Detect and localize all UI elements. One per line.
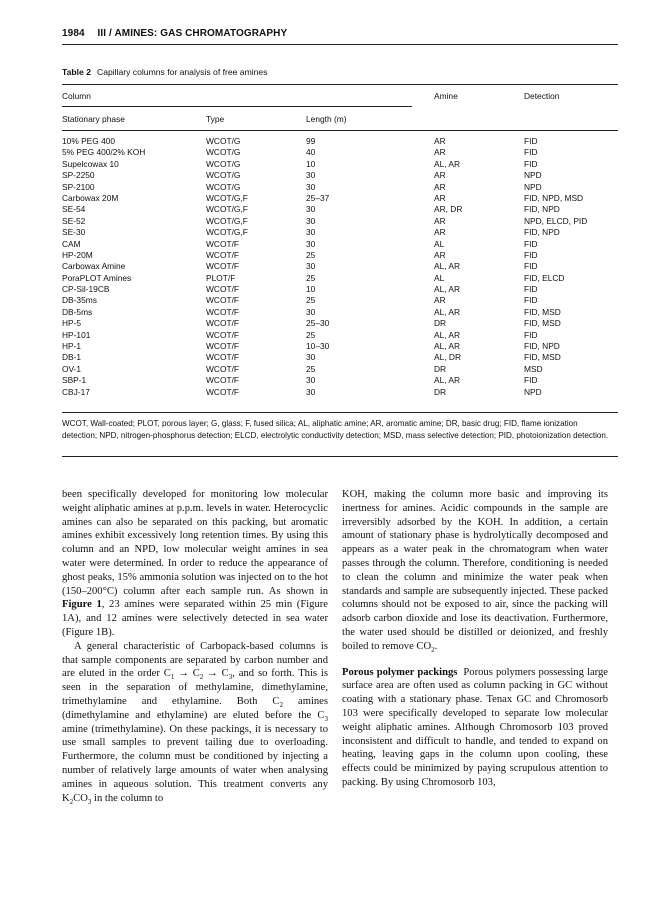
cell-amine: AR (434, 136, 446, 146)
table-row (0, 250, 668, 261)
table-row (0, 204, 668, 215)
cell-detection: NPD, ELCD, PID (524, 215, 588, 226)
table-row (0, 375, 668, 386)
cell-stationary-phase: SE-30 (62, 227, 86, 238)
table-row (0, 261, 668, 272)
header-length: Length (m) (306, 114, 347, 124)
cell-amine: AL, DR (434, 352, 461, 363)
cell-stationary-phase: SP-2100 (62, 181, 95, 192)
cell-type: WCOT/F (206, 306, 240, 317)
cell-detection: FID (524, 329, 538, 340)
figure-reference: Figure 1 (62, 599, 102, 611)
table-row (0, 273, 668, 284)
cell-stationary-phase: DB-5ms (62, 306, 93, 317)
header-stationary-phase: Stationary phase (62, 114, 125, 124)
cell-amine: DR (434, 386, 447, 397)
cell-type: WCOT/F (206, 363, 240, 374)
cell-detection: FID (524, 261, 538, 272)
cell-type: WCOT/G (206, 158, 241, 169)
paragraph: A general characteristic of Carbopack-based columns is that sample components are separated by carbon number and are eluted in the order $C_1 \to C_2 \to C_3$, and so forth. This is seen in the separation of methylamine, dimethylamine, trimethylamine and ethylamine. Both $C_2$ amines (dimethylamine and ethylamine) are eluted before the $C_3$ amine (trimethylamine). On these packings, it is necessary to use small samples to prevent tailing due to overloading. Furthermore, the column must be conditioned by injecting a number of relatively large amounts of water when analysing amines in aqueous solution. This treatment converts any $K_2CO_3$ in the column to (62, 640, 329, 806)
cell-detection: FID, NPD (524, 227, 560, 238)
cell-type: WCOT/G,F (206, 204, 248, 215)
table-row (0, 387, 668, 398)
cell-type: WCOT/F (206, 386, 240, 397)
cell-length: 30 (306, 352, 316, 363)
table-top-rule (62, 84, 618, 85)
cell-length: 25 (306, 295, 316, 306)
table-row (0, 330, 668, 341)
cell-stationary-phase: DB-35ms (62, 295, 97, 306)
cell-length: 30 (306, 238, 316, 249)
cell-length: 25–37 (306, 192, 330, 203)
column-group-header: Column (62, 91, 91, 101)
table-row (0, 318, 668, 329)
table-row (0, 159, 668, 170)
cell-detection: FID (524, 375, 538, 386)
cell-amine: AR (434, 215, 446, 226)
table-body (0, 136, 668, 398)
cell-length: 30 (306, 386, 316, 397)
cell-detection: NPD (524, 386, 542, 397)
table-caption-text: Capillary columns for analysis of free amines (96, 67, 268, 77)
table-row (0, 239, 668, 250)
cell-detection: FID (524, 136, 538, 146)
cell-type: WCOT/F (206, 352, 240, 363)
table-row (0, 295, 668, 306)
cell-detection: FID, MSD (524, 318, 561, 329)
cell-type: WCOT/F (206, 375, 240, 386)
section-heading: Porous polymer packings (342, 666, 458, 678)
page-number: 1984 (62, 28, 85, 39)
table-footnote: WCOT, Wall-coated; PLOT, porous layer; G, glass; F, fused silica; AL, aliphatic amine; AR, aromatic amine; DR, basic drug; FID, flame ionization detection; NPD, nitrogen-phosphorus detection; ELCD, electrolytic conductivity detection; MSD, mass selective detection; PID, photoionization detection. (62, 419, 609, 440)
cell-length: 30 (306, 181, 316, 192)
cell-type: WCOT/F (206, 249, 240, 260)
table-row (0, 216, 668, 227)
cell-type: WCOT/F (206, 318, 240, 329)
table-row (0, 170, 668, 181)
cell-detection: FID (524, 295, 538, 306)
body-right-column (342, 488, 608, 790)
cell-amine: DR (434, 363, 447, 374)
cell-stationary-phase: SE-52 (62, 215, 86, 226)
cell-detection: FID, MSD (524, 352, 561, 363)
cell-length: 30 (306, 204, 316, 215)
cell-detection: FID (524, 158, 538, 169)
table-row (0, 227, 668, 238)
cell-detection: FID (524, 249, 538, 260)
cell-stationary-phase: Carbowax Amine (62, 261, 126, 272)
cell-stationary-phase: CP-Sil-19CB (62, 284, 110, 295)
cell-detection: NPD (524, 170, 542, 181)
cell-amine: AL (434, 238, 445, 249)
table-caption (62, 67, 268, 77)
cell-type: PLOT/F (206, 272, 236, 283)
cell-amine: AR (434, 192, 446, 203)
cell-stationary-phase: CAM (62, 238, 81, 249)
cell-length: 25 (306, 272, 316, 283)
cell-detection: FID (524, 284, 538, 295)
cell-type: WCOT/G (206, 147, 241, 158)
header-detection: Detection (524, 91, 560, 101)
cell-detection: FID, ELCD (524, 272, 565, 283)
cell-stationary-phase: DB-1 (62, 352, 82, 363)
cell-length: 25 (306, 363, 316, 374)
cell-type: WCOT/F (206, 341, 240, 352)
cell-amine: AR (434, 181, 446, 192)
cell-type: WCOT/G,F (206, 227, 248, 238)
cell-amine: AL, AR (434, 158, 461, 169)
table-row (0, 341, 668, 352)
cell-type: WCOT/F (206, 329, 240, 340)
cell-length: 10–30 (306, 341, 330, 352)
header-rule (62, 44, 618, 45)
cell-amine: AL, AR (434, 329, 461, 340)
cell-detection: FID (524, 238, 538, 249)
table-row (0, 182, 668, 193)
table-row (0, 307, 668, 318)
cell-detection: NPD (524, 181, 542, 192)
cell-length: 25–30 (306, 318, 330, 329)
cell-amine: AL, AR (434, 341, 461, 352)
cell-stationary-phase: 10% PEG 400 (62, 136, 116, 146)
table-row (0, 364, 668, 375)
cell-amine: AL, AR (434, 261, 461, 272)
table-label: Table 2 (62, 67, 91, 77)
running-head (62, 28, 287, 39)
cell-length: 30 (306, 170, 316, 181)
cell-amine: AL (434, 272, 445, 283)
cell-type: WCOT/F (206, 238, 240, 249)
cell-stationary-phase: Supelcowax 10 (62, 158, 119, 169)
cell-type: WCOT/F (206, 295, 240, 306)
header-type: Type (206, 114, 225, 124)
table-row (0, 136, 668, 147)
cell-stationary-phase: 5% PEG 400/2% KOH (62, 147, 146, 158)
cell-length: 30 (306, 227, 316, 238)
cell-length: 30 (306, 375, 316, 386)
cell-type: WCOT/F (206, 261, 240, 272)
footnote-rule (62, 456, 618, 457)
cell-stationary-phase: SE-54 (62, 204, 86, 215)
cell-amine: AR (434, 170, 446, 181)
cell-amine: AL, AR (434, 306, 461, 317)
cell-type: WCOT/G (206, 136, 241, 146)
cell-amine: AL, AR (434, 284, 461, 295)
cell-length: 25 (306, 249, 316, 260)
cell-length: 10 (306, 284, 316, 295)
header-amine: Amine (434, 91, 458, 101)
cell-detection: FID (524, 147, 538, 158)
cell-length: 30 (306, 261, 316, 272)
cell-stationary-phase: Carbowax 20M (62, 192, 119, 203)
cell-length: 40 (306, 147, 316, 158)
table-row (0, 352, 668, 363)
cell-stationary-phase: HP-20M (62, 249, 93, 260)
cell-type: WCOT/G,F (206, 215, 248, 226)
cell-amine: AR (434, 227, 446, 238)
cell-type: WCOT/F (206, 284, 240, 295)
paragraph: KOH, making the column more basic and improving its inertness for amines. Acidic compounds in the sample are irreversibly adsorbed by the KOH. In addition, a certain amount of stationary phase is hydrolytically decomposed and appears as a water peak in the chromatogram when water passes through the column. Therefore, conditioning is needed to clean the column and minimize the water peak when standards and sample are subsequently injected. These packed columns should not be exposed to air, since the packing will adsorb carbon dioxide and lose its deactivation. Furthermore, the water used should be distilled or deionized, and freshly boiled to remove $CO_2$. (342, 489, 608, 654)
cell-amine: AR (434, 147, 446, 158)
table-row (0, 147, 668, 158)
cell-stationary-phase: HP-101 (62, 329, 91, 340)
cell-stationary-phase: HP-1 (62, 341, 82, 352)
cell-length: 30 (306, 215, 316, 226)
paragraph: Porous polymer packings Porous polymers possessing large surface area are often used as column packing in GC without coating with a stationary phase. Tenax GC and Chromosorb 103 were specifically developed to separate low molecular weight aliphatic amines. Although Chromosorb 103 proved inconsistent and difficult to handle, and tended to expand on heating, leaving gaps in the column upon cooling, these effects could be minimized by paying scrupulous attention to packing. By using Chromosorb 103, (342, 666, 608, 788)
cell-length: 10 (306, 158, 316, 169)
cell-amine: AL, AR (434, 375, 461, 386)
cell-stationary-phase: OV-1 (62, 363, 82, 374)
cell-stationary-phase: HP-5 (62, 318, 82, 329)
body-left-column (62, 488, 328, 805)
cell-length: 25 (306, 329, 316, 340)
cell-stationary-phase: CBJ-17 (62, 386, 90, 397)
table-row (0, 284, 668, 295)
column-group-rule (62, 106, 412, 107)
cell-length: 30 (306, 306, 316, 317)
cell-detection: FID, MSD (524, 306, 561, 317)
cell-detection: FID, NPD (524, 341, 560, 352)
cell-amine: AR (434, 249, 446, 260)
cell-amine: AR (434, 295, 446, 306)
table-bottom-rule (62, 412, 618, 413)
cell-stationary-phase: SBP-1 (62, 375, 87, 386)
cell-detection: FID, NPD, MSD (524, 192, 584, 203)
cell-stationary-phase: PoraPLOT Amines (62, 272, 132, 283)
running-title: III / AMINES: GAS CHROMATOGRAPHY (97, 28, 288, 39)
cell-length: 99 (306, 136, 316, 146)
table-header-rule (62, 130, 618, 131)
cell-stationary-phase: SP-2250 (62, 170, 95, 181)
cell-detection: FID, NPD (524, 204, 560, 215)
cell-detection: MSD (524, 363, 543, 374)
table-row (0, 193, 668, 204)
cell-amine: DR (434, 318, 447, 329)
cell-amine: AR, DR (434, 204, 463, 215)
paragraph: been specifically developed for monitoring low molecular weight aliphatic amines at p.p.m. levels in water. Heterocyclic amines can also be separated on this packing, but aromatic amines exhibit excessively long retention times. By using this column and an NPD, low molecular weight amines in sea water were determined. In order to reduce the appearance of ghost peaks, 15% ammonia solution was injected on to the hot (150–200°C) column after each sample run. As shown in Figure 1, 23 amines were separated within 25 min (Figure 1A), and 12 amines were selectively detected in sea water (Figure 1B). (62, 489, 328, 638)
cell-type: WCOT/G (206, 170, 241, 181)
cell-type: WCOT/G,F (206, 192, 248, 203)
cell-type: WCOT/G (206, 181, 241, 192)
